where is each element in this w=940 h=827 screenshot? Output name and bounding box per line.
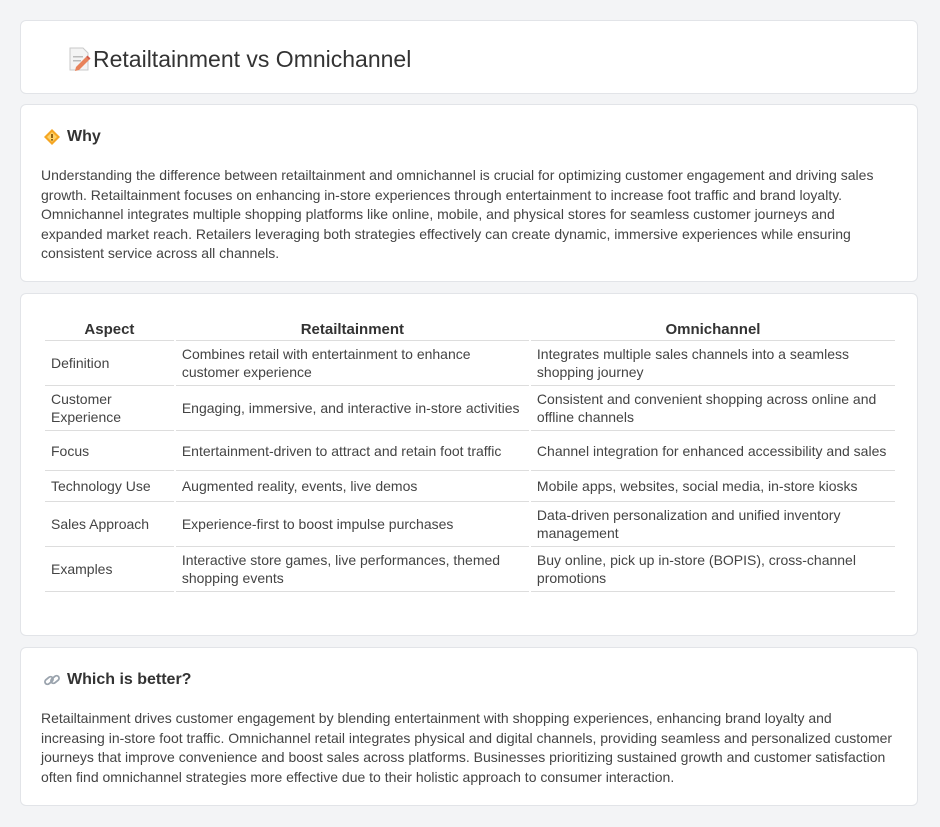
cell-omnichannel: Consistent and convenient shopping across online and offline channels <box>531 386 895 431</box>
comparison-card <box>20 293 918 636</box>
why-header <box>43 127 101 147</box>
cell-omnichannel: Mobile apps, websites, social media, in-store kiosks <box>531 471 895 502</box>
table-row <box>45 502 895 547</box>
why-text: Understanding the difference between retailtainment and omnichannel is crucial for optimizing customer engagement and driving sales growth. Retailtainment focuses on enhancing in-store experiences through entertainment to increase foot traffic and brand loyalty. Omnichannel integrates multiple shopping platforms like online, mobile, and physical stores for seamless customer journeys and expanded market reach. Retailers leveraging both strategies effectively can create dynamic, immersive experiences while ensuring consistent service across all channels. <box>41 167 874 262</box>
header-omnichannel: Omnichannel <box>531 314 895 341</box>
page-title: Retailtainment vs Omnichannel <box>93 46 412 72</box>
table-row <box>45 471 895 502</box>
table-row <box>45 547 895 592</box>
cell-aspect: Definition <box>45 341 174 386</box>
cell-retailtainment: Entertainment-driven to attract and retain foot traffic <box>176 431 529 471</box>
cell-aspect: Examples <box>45 547 174 592</box>
cell-aspect: Sales Approach <box>45 502 174 547</box>
cell-retailtainment: Combines retail with entertainment to enhance customer experience <box>176 341 529 386</box>
table-row <box>45 386 895 431</box>
cell-omnichannel: Channel integration for enhanced accessibility and sales <box>531 431 895 471</box>
cell-omnichannel: Data-driven personalization and unified inventory management <box>531 502 895 547</box>
cell-omnichannel: Integrates multiple sales channels into a seamless shopping journey <box>531 341 895 386</box>
cell-omnichannel: Buy online, pick up in-store (BOPIS), cross-channel promotions <box>531 547 895 592</box>
cell-retailtainment: Interactive store games, live performances, themed shopping events <box>176 547 529 592</box>
cell-aspect: Technology Use <box>45 471 174 502</box>
memo-pencil-icon <box>65 45 93 73</box>
header-aspect: Aspect <box>45 314 174 341</box>
header-retailtainment: Retailtainment <box>176 314 529 341</box>
comparison-table <box>43 314 897 592</box>
cell-aspect: Customer Experience <box>45 386 174 431</box>
cell-retailtainment: Experience-first to boost impulse purchases <box>176 502 529 547</box>
link-icon <box>43 671 61 689</box>
better-heading: Which is better? <box>67 671 192 688</box>
table-row <box>45 341 895 386</box>
cell-retailtainment: Engaging, immersive, and interactive in-store activities <box>176 386 529 431</box>
better-header <box>43 670 191 690</box>
diamond-warning-icon <box>43 128 61 146</box>
cell-aspect: Focus <box>45 431 174 471</box>
table-row <box>45 431 895 471</box>
cell-retailtainment: Augmented reality, events, live demos <box>176 471 529 502</box>
better-text: Retailtainment drives customer engagement by blending entertainment with shopping experiences, enhancing brand loyalty and increasing in-store foot traffic. Omnichannel retail integrates physical and digital channels, providing seamless and personalized customer journeys that improve convenience and boost sales across platforms. Businesses prioritizing sustained growth and customer satisfaction often find omnichannel strategies more effective due to their holistic approach to consumer interaction. <box>41 710 893 785</box>
which-is-better-section <box>20 647 918 806</box>
why-section <box>20 104 918 282</box>
title-card <box>20 20 918 94</box>
why-heading: Why <box>67 128 101 145</box>
table-header-row <box>45 314 895 341</box>
